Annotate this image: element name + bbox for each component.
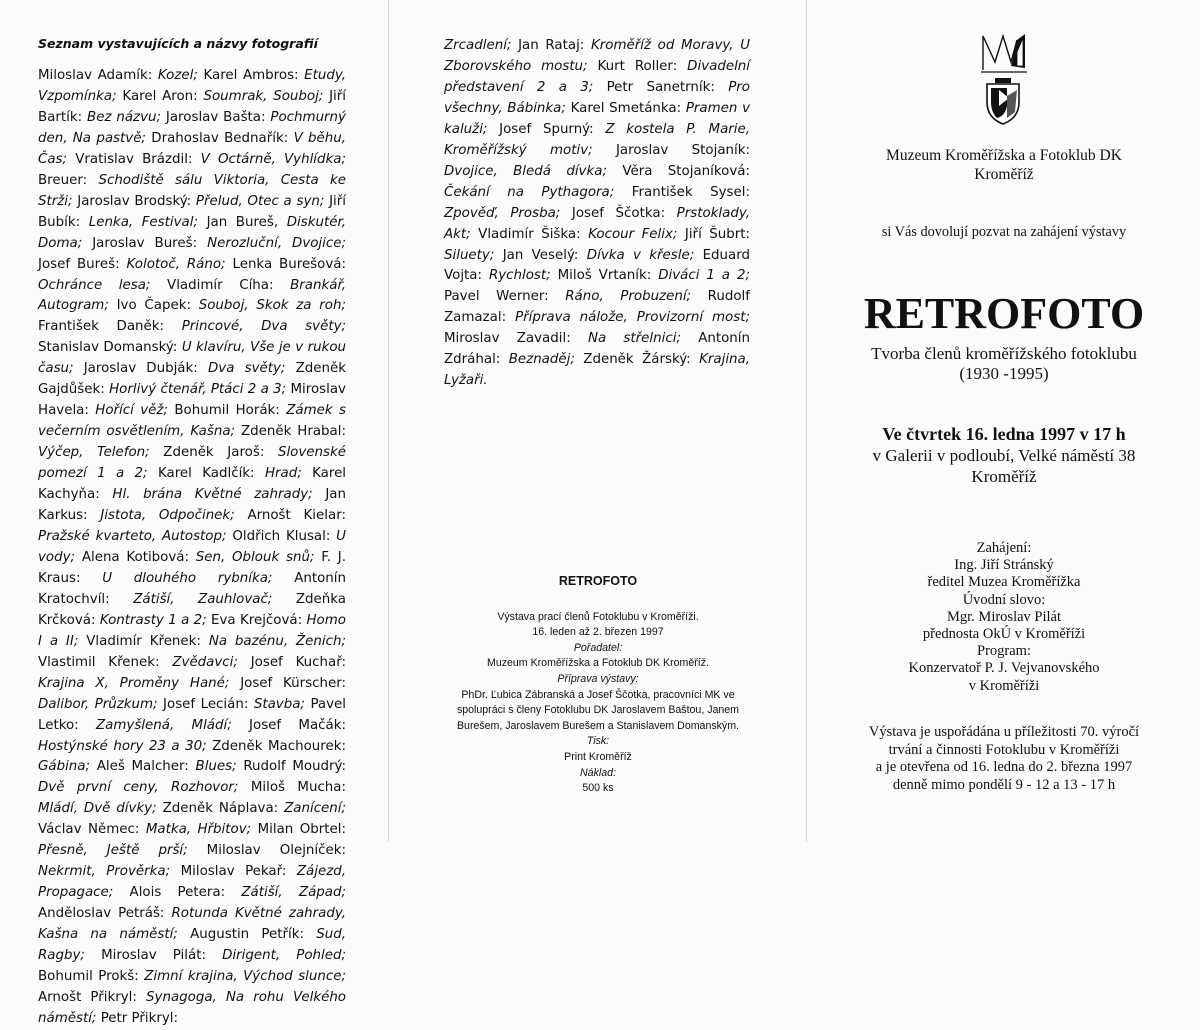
exhibitor-entry bbox=[97, 759, 237, 774]
photo-titles: Rotunda Květné zahrady, Kašna na náměstí; bbox=[38, 906, 346, 943]
exhibitor-entry bbox=[558, 268, 750, 283]
exhibitor-name: Arnošt Přikryl: bbox=[38, 989, 137, 1005]
photo-titles: U dlouhého rybníka; bbox=[102, 570, 273, 586]
colophon-heading: Náklad: bbox=[580, 766, 616, 779]
middle-panel bbox=[388, 0, 806, 842]
photo-titles: Zpověď, Prosba; bbox=[444, 205, 561, 221]
exhibitor-name: Alois Petera: bbox=[129, 885, 226, 901]
exhibitor-name: Zdeněk Machourek: bbox=[212, 738, 346, 754]
event-date: Ve čtvrtek 16. ledna 1997 v 17 h bbox=[882, 424, 1126, 444]
exhibitor-name: Stanislav Domanský: bbox=[38, 340, 178, 356]
colophon bbox=[429, 574, 767, 797]
photo-titles: Hořící věž; bbox=[95, 403, 168, 419]
exhibitor-name: F. J. Kraus: bbox=[38, 549, 346, 586]
program-location: v Kroměříži bbox=[968, 677, 1040, 694]
museum-logo-icon bbox=[977, 32, 1033, 128]
exhibitor-entry bbox=[38, 257, 226, 272]
exhibitor-entry bbox=[444, 331, 681, 346]
exhibitor-name: Miloslav Olejníček: bbox=[206, 843, 346, 859]
note-line: a je otevřena od 16. ledna do 2. března 1997 bbox=[875, 759, 1133, 775]
photo-titles: Ochránce lesa; bbox=[38, 277, 151, 293]
photo-titles: Dirigent, Pohled; bbox=[222, 948, 346, 964]
organizers bbox=[807, 146, 1200, 184]
colophon-heading: Pořadatel: bbox=[573, 641, 623, 654]
photo-titles: Pramen v kaluži; bbox=[444, 100, 750, 137]
photo-titles: Zátiší, Západ; bbox=[241, 885, 346, 901]
program-performer: Konzervatoř P. J. Vejvanovského bbox=[908, 660, 1100, 677]
photo-titles: Na střelnici; bbox=[587, 331, 681, 347]
exhibitor-name: Vladimír Šiška: bbox=[478, 226, 581, 242]
photo-titles: Kroměříž od Moravy, U Zborovského mostu; bbox=[444, 38, 750, 74]
exhibitor-name: Miloslav Adamík: bbox=[38, 68, 153, 83]
exhibitor-list bbox=[38, 66, 346, 1030]
photo-titles: Pro všechny, Bábinka; bbox=[444, 79, 750, 116]
exhibitor-entry bbox=[444, 38, 511, 53]
photo-titles: V běhu, Čas; bbox=[38, 130, 347, 167]
photo-titles: Přelud, Otec a syn; bbox=[195, 193, 325, 209]
photo-titles: Kontrasty 1 a 2; bbox=[99, 612, 207, 628]
photo-titles: V Octárně, Vyhlídka; bbox=[200, 151, 346, 167]
exhibitor-name: Rudolf Moudrý: bbox=[243, 759, 347, 775]
exhibitor-name: Jaroslav Bašta: bbox=[165, 109, 266, 125]
photo-titles: Brankář, Autogram; bbox=[38, 277, 346, 314]
photo-titles: Diváci 1 a 2; bbox=[658, 268, 750, 284]
photo-titles: Nerozluční, Dvojice; bbox=[207, 235, 346, 251]
colophon-line: Print Kroměříž bbox=[564, 750, 632, 763]
exhibitor-name: Eva Krejčová: bbox=[211, 612, 303, 628]
exhibitor-name: Bohumil Prokš: bbox=[38, 968, 139, 984]
photo-titles: Soumrak, Souboj; bbox=[203, 88, 324, 104]
exhibitor-name: Vladimír Cíha: bbox=[167, 277, 274, 293]
exhibitor-name: Karel Kadlčík: bbox=[157, 466, 255, 482]
photo-titles: Na bazénu, Ženich; bbox=[208, 633, 346, 649]
exhibitor-name: Zdeněk Hrabal: bbox=[240, 424, 346, 440]
exhibition-note bbox=[807, 724, 1200, 794]
exhibitor-name: Zdeněk Gajdůšek: bbox=[38, 361, 347, 398]
photo-titles: Zamyšlená, Mládí; bbox=[96, 717, 232, 733]
photo-titles: Čekání na Pythagora; bbox=[444, 184, 615, 200]
photo-titles: Zanícení; bbox=[284, 801, 347, 817]
exhibitor-entry bbox=[38, 822, 251, 837]
subtitle-line: Tvorba členů kroměřížského fotoklubu bbox=[871, 344, 1137, 363]
exhibitor-name: Arnošt Kielar: bbox=[247, 508, 346, 524]
colophon-title: RETROFOTO bbox=[558, 574, 638, 588]
exhibitor-entry bbox=[86, 634, 346, 649]
exhibitor-entry bbox=[117, 298, 346, 313]
photo-titles: Zimní krajina, Východ slunce; bbox=[144, 968, 346, 984]
exhibitor-name: Aleš Malcher: bbox=[96, 759, 189, 775]
exhibitor-entry bbox=[38, 655, 238, 670]
exhibitor-name: František Sysel: bbox=[631, 184, 750, 200]
photo-titles: Mládí, Dvě dívky; bbox=[38, 801, 157, 817]
photo-titles: Prstoklady, Akt; bbox=[444, 205, 750, 242]
note-line: denně mimo pondělí 9 - 12 a 13 - 17 h bbox=[892, 776, 1116, 793]
colophon-heading: Tisk: bbox=[586, 735, 610, 748]
opening-role: ředitel Muzea Kroměřížka bbox=[927, 574, 1081, 591]
exhibitor-name: Vratislav Brázdil: bbox=[75, 151, 193, 167]
exhibitor-name: Josef Spurný: bbox=[499, 121, 594, 137]
exhibitor-name: Vladimír Křenek: bbox=[86, 633, 201, 649]
exhibitor-entry bbox=[38, 319, 346, 334]
photo-titles: Sen, Oblouk snů; bbox=[195, 549, 315, 565]
exhibitor-entry bbox=[77, 194, 324, 209]
photo-titles: Blues; bbox=[195, 759, 237, 775]
photo-titles: Přesně, Ještě prší; bbox=[38, 843, 188, 859]
exhibitor-name: Zdeněk Žárský: bbox=[583, 352, 691, 368]
exhibitor-name: Josef Lecián: bbox=[163, 696, 249, 712]
exhibitor-entry bbox=[92, 236, 346, 251]
exhibitor-name: Antonín Kratochvíl: bbox=[38, 570, 346, 607]
colophon-heading: Příprava výstavy: bbox=[557, 672, 639, 685]
photo-titles: Ráno, Probuzení; bbox=[565, 289, 692, 305]
photo-titles: Gábina; bbox=[38, 759, 91, 775]
program-block bbox=[807, 540, 1200, 695]
exhibitor-entry bbox=[38, 969, 346, 984]
photo-titles: Hrad; bbox=[264, 466, 302, 482]
colophon-line: Výstava prací členů Fotoklubu v Kroměříži. bbox=[497, 610, 699, 623]
exhibitor-entry bbox=[130, 885, 346, 900]
photo-titles: Hostýnské hory 23 a 30; bbox=[38, 738, 207, 754]
note-line: trvání a činnosti Fotoklubu v Kroměříži bbox=[888, 741, 1120, 758]
photo-titles: U klavíru, Vše je v rukou času; bbox=[38, 340, 347, 377]
photo-titles: Synagoga, Na rohu Velkého náměstí; bbox=[38, 989, 346, 1026]
exhibitor-name: Jaroslav Dubják: bbox=[83, 361, 198, 377]
exhibitor-name: Jiří Bubík: bbox=[38, 193, 347, 230]
exhibitor-entry bbox=[163, 697, 305, 712]
exhibitor-name: Josef Ščotka: bbox=[571, 205, 666, 221]
invitation-text: si Vás dovolují pozvat na zahájení výstavy bbox=[881, 224, 1127, 240]
subtitle-years: (1930 -1995) bbox=[959, 364, 1049, 383]
exhibitor-entry bbox=[444, 289, 691, 304]
exhibitor-name: Lenka Burešová: bbox=[232, 256, 346, 272]
exhibitor-entry bbox=[158, 466, 302, 481]
exhibitor-name: Jaroslav Brodský: bbox=[77, 193, 192, 209]
colophon-line: PhDr. Ľubica Zábranská a Josef Ščotka, pracovníci MK ve bbox=[461, 688, 735, 701]
exhibitor-entry bbox=[38, 990, 346, 1026]
speech-heading: Úvodní slovo: bbox=[962, 591, 1046, 608]
exhibitor-name: Karel Ambros: bbox=[203, 68, 299, 83]
photo-titles: Dívka v křesle; bbox=[586, 247, 695, 263]
photo-titles: Zrcadlení; bbox=[444, 38, 512, 53]
photo-titles: Dalibor, Průzkum; bbox=[38, 696, 158, 712]
exhibitor-name: Petr Přikryl: bbox=[100, 1010, 179, 1026]
exhibitor-name: Jan Karkus: bbox=[38, 487, 346, 524]
photo-titles: Horlivý čtenář, Ptáci 2 a 3; bbox=[109, 382, 287, 398]
photo-titles: Hl. brána Květné zahrady; bbox=[112, 487, 313, 503]
exhibitor-entry bbox=[101, 1011, 178, 1026]
photo-titles: Bez názvu; bbox=[87, 109, 162, 125]
photo-titles: Etudy, Vzpomínka; bbox=[38, 68, 346, 104]
exhibitor-name: Rudolf Zamazal: bbox=[444, 289, 750, 326]
exhibitor-name: Jaroslav Stojaník: bbox=[615, 142, 751, 158]
photo-titles: Dvojice, Bledá dívka; bbox=[444, 163, 607, 179]
exhibitor-name: Jiří Bartík: bbox=[38, 88, 347, 125]
photo-titles: Krajina X, Proměny Hané; bbox=[38, 675, 230, 691]
exhibitor-name: Karel Kachyňa: bbox=[38, 466, 347, 503]
colophon-line: 16. leden až 2. březen 1997 bbox=[532, 626, 664, 639]
photo-titles: Kolotoč, Ráno; bbox=[126, 256, 226, 272]
exhibitor-name: Miloslav Pekař: bbox=[180, 864, 287, 880]
photo-titles: Princové, Dva světy; bbox=[181, 319, 347, 335]
photo-titles: Schodiště sálu Viktoria, Cesta ke Strži; bbox=[38, 172, 346, 209]
exhibitor-name: Augustin Petřík: bbox=[190, 927, 304, 943]
exhibitor-name: Zdeněk Jaroš: bbox=[163, 445, 265, 461]
exhibitor-name: Karel Smetánka: bbox=[570, 100, 682, 116]
exhibitor-entry bbox=[503, 248, 695, 263]
photo-titles: Pochmurný den, Na pastvě; bbox=[38, 109, 346, 146]
photo-titles: Siluety; bbox=[444, 247, 495, 263]
photo-titles: Divadelní představení 2 a 3; bbox=[444, 58, 750, 95]
colophon-line: spolupráci s členy Fotoklubu DK Jaroslavem Baštou, Janem bbox=[456, 704, 740, 717]
exhibitor-name: Jan Rataj: bbox=[518, 38, 585, 53]
right-panel bbox=[806, 0, 1200, 842]
exhibitor-name: Kurt Roller: bbox=[597, 58, 678, 74]
exhibitor-name: Drahoslav Bednařík: bbox=[151, 130, 289, 146]
exhibitor-name: Josef Kürscher: bbox=[240, 675, 346, 691]
event-city: Kroměříž bbox=[971, 467, 1037, 486]
exhibitor-name: Antonín Zdráhal: bbox=[444, 331, 750, 368]
photo-titles: Souboj, Skok za roh; bbox=[198, 298, 346, 314]
exhibitor-name: Anděloslav Petráš: bbox=[38, 906, 165, 922]
opening-heading: Zahájení: bbox=[976, 540, 1032, 556]
exhibitor-name: Jaroslav Bureš: bbox=[92, 235, 198, 251]
exhibitor-name: Jan Bureš, bbox=[206, 214, 279, 230]
exhibitor-entry bbox=[82, 550, 315, 565]
exhibitor-name: Breuer: bbox=[38, 172, 88, 188]
photo-titles: Sud, Ragby; bbox=[38, 927, 346, 964]
photo-titles: Lenka, Festival; bbox=[88, 214, 198, 230]
photo-titles: Zátiší, Zauhlovač; bbox=[133, 591, 273, 607]
exhibition-subtitle bbox=[807, 344, 1200, 384]
exhibitor-name: Miroslav Havela: bbox=[38, 382, 346, 419]
photo-titles: Dvě první ceny, Rozhovor; bbox=[38, 780, 239, 796]
photo-titles: Dva světy; bbox=[207, 361, 286, 377]
organizer-line: Muzeum Kroměřížska a Fotoklub DK bbox=[886, 147, 1122, 164]
photo-titles: Diskutér, Doma; bbox=[38, 214, 346, 251]
exhibitor-name: Jiří Šubrt: bbox=[684, 226, 750, 242]
photo-titles: Kocour Felix; bbox=[588, 226, 678, 242]
photo-titles: U vody; bbox=[38, 528, 346, 565]
exhibitor-name: Vlastimil Křenek: bbox=[38, 654, 160, 670]
exhibitor-name: Miloš Mucha: bbox=[250, 780, 347, 796]
photo-titles: Kozel; bbox=[157, 68, 198, 83]
exhibitor-name: Pavel Werner: bbox=[444, 289, 549, 305]
exhibitor-entry bbox=[38, 68, 198, 83]
speech-speaker: Mgr. Miroslav Pilát bbox=[947, 608, 1061, 625]
exhibitor-name: Miloš Vrtaník: bbox=[557, 268, 652, 284]
exhibitor-entry bbox=[101, 948, 346, 963]
photo-titles: Zvědavci; bbox=[172, 654, 238, 670]
organizer-city: Kroměříž bbox=[974, 166, 1034, 183]
program-heading: Program: bbox=[977, 643, 1031, 660]
exhibitor-name: Pavel Letko: bbox=[38, 696, 346, 733]
exhibitor-name: Petr Sanetrník: bbox=[606, 79, 715, 95]
exhibitor-name: Václav Němec: bbox=[38, 822, 140, 838]
exhibitor-name: Alena Kotibová: bbox=[81, 549, 190, 565]
photo-titles: Z kostela P. Marie, Kroměřížský motiv; bbox=[444, 121, 750, 158]
photo-titles: Příprava nálože, Provizorní most; bbox=[515, 310, 750, 326]
exhibitor-name: Milan Obrtel: bbox=[257, 822, 346, 838]
photo-titles: Beznaděj; bbox=[508, 352, 575, 368]
exhibitors-heading: Seznam vystavujících a názvy fotografií bbox=[38, 36, 318, 51]
photo-titles: Stavba; bbox=[253, 696, 305, 712]
exhibitor-name: Jan Veselý: bbox=[502, 247, 579, 263]
exhibitor-name: Josef Bureš: bbox=[38, 256, 120, 272]
exhibitor-name: Ivo Čapek: bbox=[116, 298, 191, 314]
exhibitor-entry bbox=[163, 801, 346, 816]
photo-titles: Jistota, Odpočinek; bbox=[100, 508, 235, 524]
exhibitor-list-continued bbox=[444, 36, 750, 392]
photo-titles: Matka, Hřbitov; bbox=[145, 822, 252, 838]
exhibitor-name: Josef Mačák: bbox=[249, 717, 347, 733]
exhibitor-name: Miroslav Zavadil: bbox=[444, 331, 571, 347]
photo-titles: Nekrmit, Prověrka; bbox=[38, 864, 171, 880]
photo-titles: Pražské kvarteto, Autostop; bbox=[38, 528, 227, 544]
photo-titles: Zámek s večerním osvětlením, Kašna; bbox=[38, 403, 346, 440]
colophon-line: 500 ks bbox=[582, 782, 614, 795]
exhibitor-name: Josef Kuchař: bbox=[250, 654, 347, 670]
exhibitor-name: Zdeněk Náplava: bbox=[162, 801, 279, 817]
exhibitor-name: Věra Stojaníková: bbox=[622, 163, 750, 179]
event-venue: v Galerii v podloubí, Velké náměstí 38 bbox=[872, 446, 1136, 465]
photo-titles: Rychlost; bbox=[488, 268, 551, 284]
photo-titles: Zájezd, Propagace; bbox=[38, 864, 346, 901]
event-details bbox=[807, 424, 1200, 487]
exhibitor-entry bbox=[75, 152, 346, 167]
exhibitor-name: Bohumil Horák: bbox=[174, 403, 280, 419]
speech-role: přednosta OkÚ v Kroměříži bbox=[922, 626, 1086, 643]
exhibitor-entry bbox=[84, 361, 286, 376]
exhibitor-name: Miroslav Pilát: bbox=[101, 948, 206, 964]
exhibitor-name: Zdeňka Krčková: bbox=[38, 591, 346, 628]
exhibitor-name: Eduard Vojta: bbox=[444, 247, 751, 284]
colophon-line: Muzeum Kroměřížska a Fotoklub DK Kroměříž. bbox=[487, 657, 709, 670]
photo-titles: Výčep, Telefon; bbox=[38, 445, 150, 461]
colophon-line: Burešem, Jaroslavem Burešem a Stanislavem Domanským. bbox=[456, 719, 739, 732]
left-panel bbox=[0, 0, 388, 1026]
note-line: Výstava je uspořádána u příležitosti 70. výročí bbox=[868, 724, 1140, 740]
exhibitor-entry bbox=[122, 89, 323, 104]
exhibition-title: RETROFOTO bbox=[863, 289, 1145, 338]
exhibitor-name: Oldřich Klusal: bbox=[232, 528, 331, 544]
photo-titles: Slovenské pomezí 1 a 2; bbox=[38, 445, 346, 482]
photo-titles: Krajina, Lyžaři. bbox=[444, 352, 750, 389]
photo-titles: Homo I a II; bbox=[38, 612, 346, 649]
exhibitor-name: Karel Aron: bbox=[122, 88, 198, 104]
exhibitor-name: František Daněk: bbox=[38, 319, 165, 335]
opening-speaker: Ing. Jiří Stránský bbox=[954, 557, 1054, 574]
exhibitor-entry bbox=[478, 227, 677, 242]
